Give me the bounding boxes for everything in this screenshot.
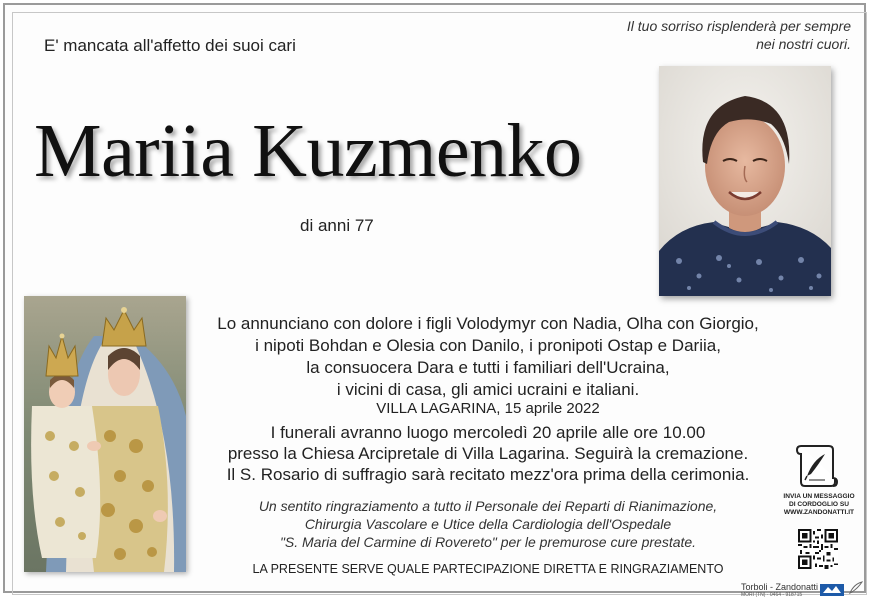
announcement-line: i nipoti Bohdan e Olesia con Danilo, i pronipoti Ostap e Dariia, [255,336,721,355]
funeral-home-contact: MORI (TN) · 0464 - 918715 [741,592,803,598]
thanks-block [188,497,788,551]
memorial-quote [561,17,851,53]
thanks-line: Chirurgia Vascolare e Utice della Cardiologia dell'Ospedale [304,516,672,532]
announcement-line: Lo annunciano con dolore i figli Volodymyr con Nadia, Olha con Giorgio, [217,314,759,333]
quill-bird-icon [848,580,864,596]
announcement-line: i vicini di casa, gli amici ucraini e italiani. [336,380,640,399]
portrait-illustration [659,66,831,296]
thanks-line: Un sentito ringraziamento a tutto il Personale dei Reparti di Rianimazione, [258,498,718,514]
quote-line: nei nostri cuori. [756,36,851,52]
closing-statement: LA PRESENTE SERVE QUALE PARTECIPAZIONE DIRETTA E RINGRAZIAMENTO [252,562,724,576]
thanks-line: "S. Maria del Carmine di Rovereto" per le premurose cure prestate. [279,534,697,550]
funeral-line: Il S. Rosario di suffragio sarà recitato mezz'ora prima della cerimonia. [226,465,750,484]
place-and-date: VILLA LAGARINA, 15 aprile 2022 [376,400,600,417]
funeral-home-brand: Torboli - Zandonatti [741,582,819,592]
scroll-quill-icon[interactable] [795,440,839,490]
qr-code-icon[interactable] [798,529,838,569]
funeral-home-logo-icon [820,583,844,595]
announcement-block [188,313,788,401]
funeral-line: presso la Chiesa Arcipretale di Villa Lagarina. Seguirà la cremazione. [227,444,749,463]
deceased-age: di anni 77 [300,216,374,235]
deceased-name: Mariia Kuzmenko [34,109,582,193]
funeral-line: I funerali avranno luogo mercoledì 20 aprile alle ore 10.00 [270,423,706,442]
message-line: DI CORDOGLIO SU [788,501,850,508]
announcement-line: la consuocera Dara e tutti i familiari dell'Ucraina, [306,358,670,377]
funeral-details [188,422,788,485]
madonna-illustration [24,296,186,572]
message-line: INVIA UN MESSAGGIO [783,493,855,500]
deceased-portrait-photo [659,66,831,296]
message-line: WWW.ZANDONATTI.IT [783,509,855,516]
quote-line: Il tuo sorriso risplenderà per sempre [626,18,851,34]
intro-text: E' mancata all'affetto dei suoi cari [44,36,296,55]
madonna-and-child-image [24,296,186,572]
condolence-message-link[interactable] [779,493,859,517]
